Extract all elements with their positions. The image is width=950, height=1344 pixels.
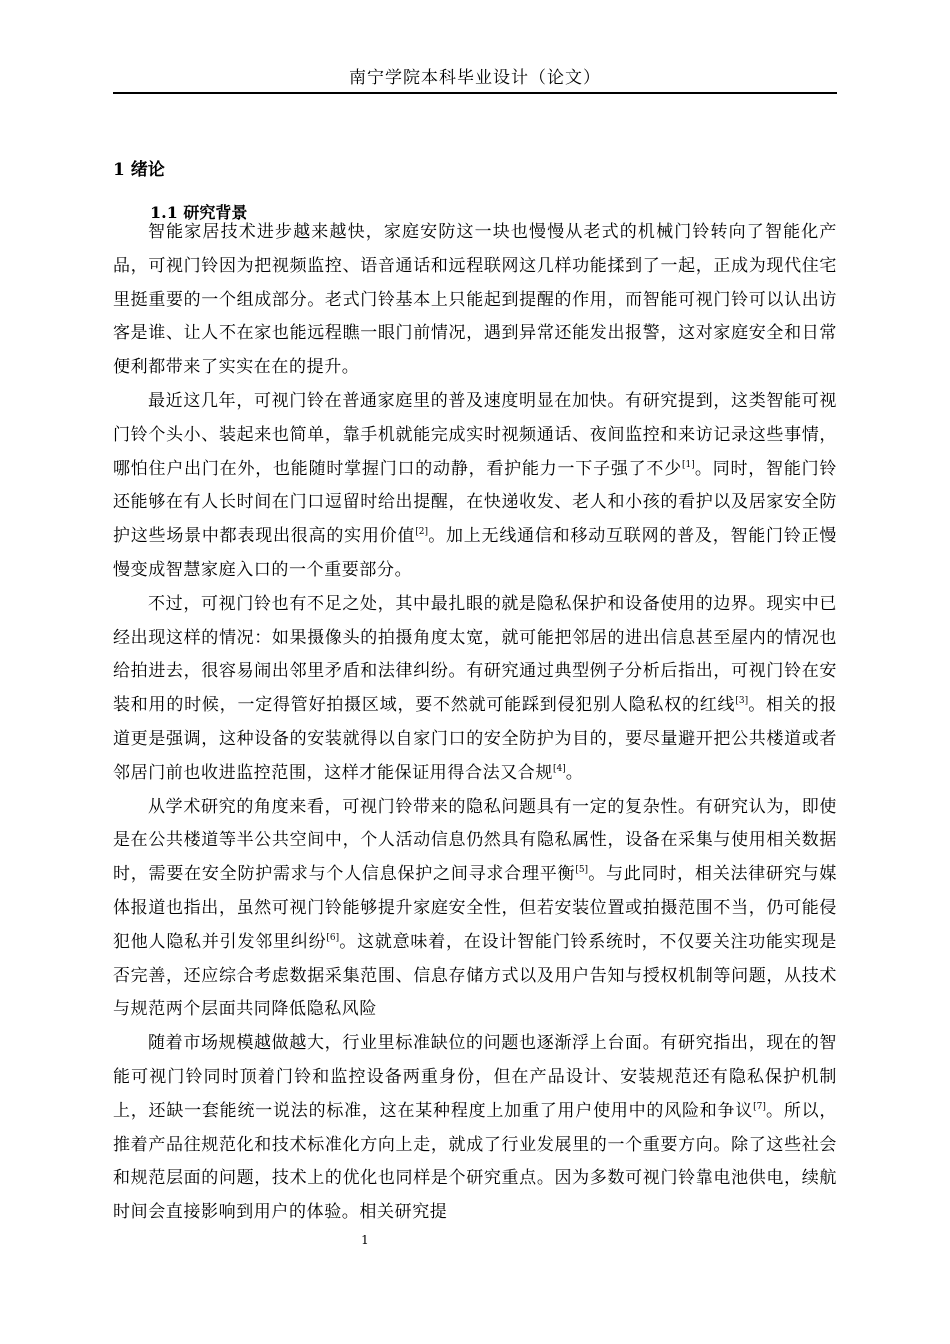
paragraph-text: 。与此同时，相关法律研究与媒体报道也指出，虽然可视门铃能够提升家庭安全性，但若安装位置或拍摄范围不当，仍可能侵犯他人隐私并引发邻里纠纷 [113, 864, 837, 952]
paragraph-text: 。相关的报道更是强调，这种设备的安装就得以自家门口的安全防护为目的，要尽量避开把公共楼道或者邻居门前也收进监控范围，这样才能保证用得合法又合规 [113, 695, 837, 783]
paragraph-text: 不过，可视门铃也有不足之处，其中最扎眼的就是隐私保护和设备使用的边界。现实中已经出现这样的情况：如果摄像头的拍摄角度太宽，就可能把邻居的进出信息甚至屋内的情况也给拍进去，很容易闹出邻里矛盾和法律纠纷。有研究通过典型例子分析后指出，可视门铃在安装和用的时候，一定得管好拍摄区域，要不然就可能踩到侵犯别人隐私权的红线 [113, 593, 837, 716]
section-heading: 1 绪论 [113, 160, 165, 180]
paragraph-text: 。 [565, 762, 584, 783]
paragraph-2 [113, 385, 837, 588]
page-number: 1 [361, 1233, 369, 1247]
paragraph-text: 。所以，推着产品往规范化和技术标准化方向上走，就成了行业发展里的一个重要方向。除了这些社会和规范层面的问题，技术上的优化也同样是个研究重点。因为多数可视门铃靠电池供电，续航时间会直接影响到用户的体验。相关研究提 [113, 1100, 837, 1223]
citation-ref: [3] [735, 696, 749, 707]
page-header: 南宁学院本科毕业设计（论文） [349, 68, 601, 88]
paragraph-4 [113, 791, 837, 1028]
paragraph-text: 。同时，智能门铃还能够在有人长时间在门口逗留时给出提醒，在快递收发、老人和小孩的看护以及居家安全防护这些场景中都表现出很高的实用价值 [113, 458, 837, 547]
citation-ref: [6] [326, 932, 340, 943]
citation-ref: [2] [415, 527, 429, 538]
paragraph-text: 随着市场规模越做越大，行业里标准缺位的问题也逐渐浮上台面。有研究指出，现在的智能可视门铃同时顶着门铃和监控设备两重身份，但在产品设计、安装规范还有隐私保护机制上，还缺一套能统一说法的标准，这在某种程度上加重了用户使用中的风险和争议 [113, 1033, 837, 1121]
paragraph-text: 智能家居技术进步越来越快，家庭安防这一块也慢慢从老式的机械门铃转向了智能化产品，可视门铃因为把视频监控、语音通话和远程联网这几样功能揉到了一起，正成为现代住宅里挺重要的一个组成部分。老式门铃基本上只能起到提醒的作用，而智能可视门铃可以认出访客是谁、让人不在家也能远程瞧一眼门前情况，遇到异常还能发出报警，这对家庭安全和日常便利都带来了实实在在的提升。 [113, 222, 837, 378]
subsection-heading: 1.1 研究背景 [150, 203, 248, 222]
citation-ref: [5] [575, 865, 589, 876]
citation-ref: [4] [553, 763, 566, 774]
paragraph-text: 。加上无线通信和移动互联网的普及，智能门铃正慢慢变成智慧家庭入口的一个重要部分。 [113, 526, 837, 580]
header-divider [113, 92, 837, 94]
body-text [113, 216, 837, 1230]
paragraph-text: 从学术研究的角度来看，可视门铃带来的隐私问题具有一定的复杂性。有研究认为，即使是在公共楼道等半公共空间中，个人活动信息仍然具有隐私属性，设备在采集与使用相关数据时，需要在安全防护需求与个人信息保护之间寻求合理平衡 [113, 796, 837, 885]
paragraph-text: 。这就意味着，在设计智能门铃系统时，不仅要关注功能实现是否完善，还应综合考虑数据采集范围、信息存储方式以及用户告知与授权机制等问题，从技术与规范两个层面共同降低隐私风险 [113, 931, 837, 1020]
citation-ref: [7] [753, 1101, 766, 1112]
paragraph-5 [113, 1027, 837, 1230]
paragraph-1 [113, 216, 837, 385]
paragraph-text: 最近这几年，可视门铃在普通家庭里的普及速度明显在加快。有研究提到，这类智能可视门铃个头小、装起来也简单，靠手机就能完成实时视频通话、夜间监控和来访记录这些事情，哪怕住户出门在外，也能随时掌握门口的动静，看护能力一下子强了不少 [113, 390, 837, 479]
citation-ref: [1] [682, 459, 695, 470]
paragraph-3 [113, 588, 837, 791]
